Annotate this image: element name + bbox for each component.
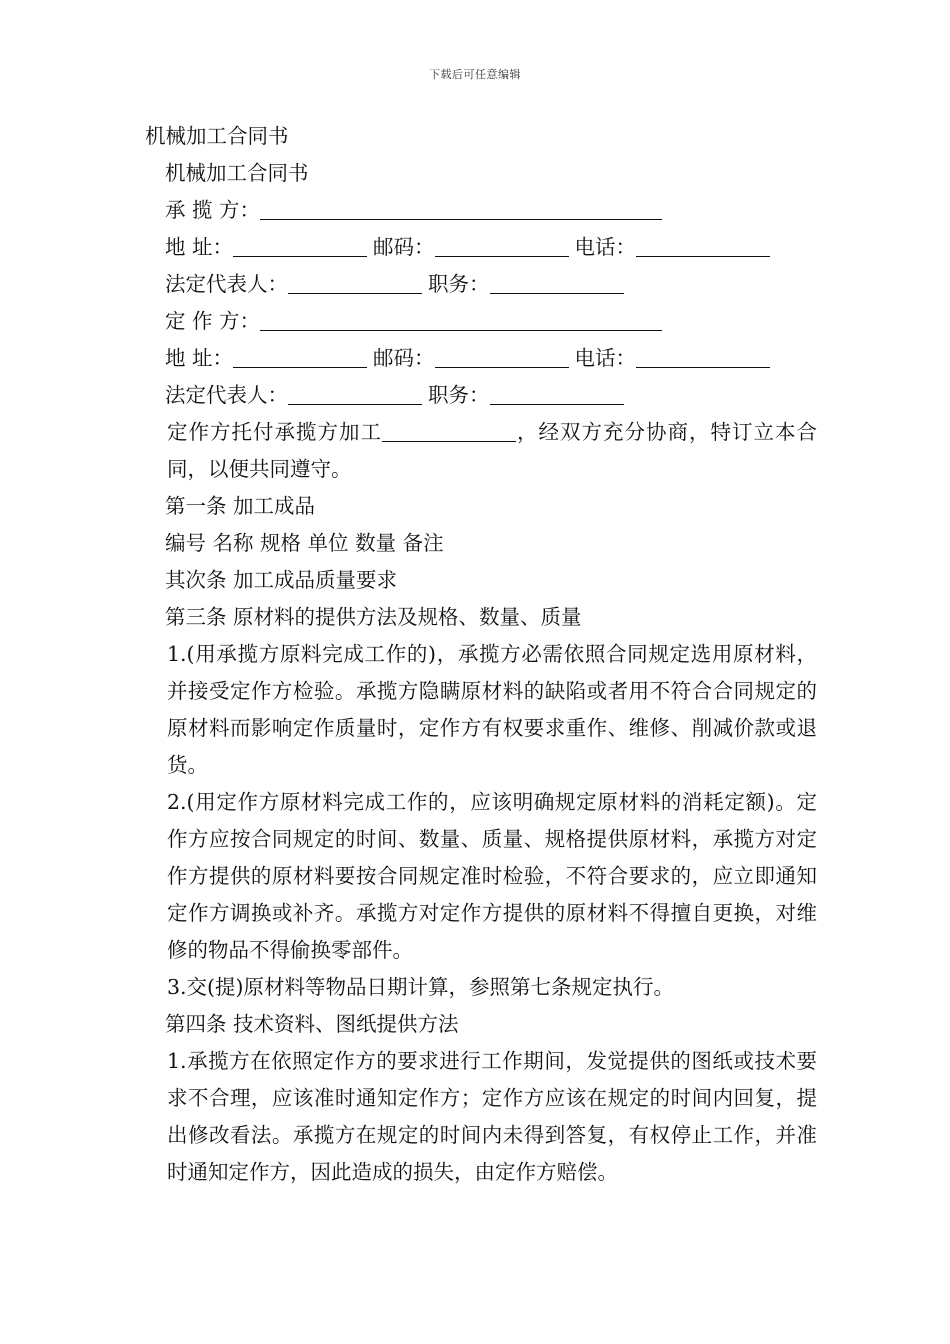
intro-text-part1: 定作方托付承揽方加工 xyxy=(167,420,382,444)
article-3-clause-3: 3.交(提)原材料等物品日期计算，参照第七条规定执行。 xyxy=(167,975,675,999)
article-1-title: 第一条 加工成品 xyxy=(165,494,316,518)
postcode-label: 邮码： xyxy=(373,235,435,259)
article-2-title: 其次条 加工成品质量要求 xyxy=(165,568,398,592)
article-3-clause-1: 1.(用承揽方原料完成工作的)，承揽方必需依照合同规定选用原材料，并接受定作方检验。承揽方隐瞒原材料的缺陷或者用不符合合同规定的原材料而影响定作质量时，定作方有权要求重作、维修、削减价款或退货。 xyxy=(167,642,817,777)
position-label: 职务： xyxy=(428,383,490,407)
contractor-label: 承 揽 方： xyxy=(165,198,261,222)
phone-blank[interactable] xyxy=(636,234,770,257)
document-title: 机械加工合同书 xyxy=(145,124,289,148)
document-subtitle: 机械加工合同书 xyxy=(165,161,309,185)
intro-text-part2: ，经双方充分协商，特订立本合同，以便共同遵守。 xyxy=(167,420,817,481)
orderer-blank[interactable] xyxy=(260,308,662,331)
position-label: 职务： xyxy=(428,272,490,296)
phone-label: 电话： xyxy=(574,346,637,370)
postcode-label: 邮码： xyxy=(373,346,435,370)
position-blank[interactable] xyxy=(490,271,624,294)
postcode-blank[interactable] xyxy=(435,234,569,257)
position-blank[interactable] xyxy=(490,382,624,405)
legal-rep-label: 法定代表人： xyxy=(165,272,288,296)
legal-rep-label: 法定代表人： xyxy=(165,383,288,407)
contractor-line xyxy=(145,192,817,229)
article-3-title: 第三条 原材料的提供方法及规格、数量、质量 xyxy=(165,605,582,629)
article-1-columns: 编号 名称 规格 单位 数量 备注 xyxy=(165,531,444,555)
article-4-title: 第四条 技术资料、图纸提供方法 xyxy=(165,1012,459,1036)
address-blank[interactable] xyxy=(233,345,367,368)
contractor-rep-line xyxy=(145,266,817,303)
orderer-line xyxy=(145,303,817,340)
address-blank[interactable] xyxy=(233,234,367,257)
page-header: 下载后可任意编辑 xyxy=(429,68,521,81)
legal-rep-blank[interactable] xyxy=(288,382,422,405)
contractor-blank[interactable] xyxy=(260,197,662,220)
orderer-rep-line xyxy=(145,377,817,414)
contract-document xyxy=(145,118,817,1191)
processing-item-blank[interactable] xyxy=(382,419,516,442)
article-4-clause-1: 1.承揽方在依照定作方的要求进行工作期间，发觉提供的图纸或技术要求不合理，应该准时通知定作方；定作方应该在规定的时间内回复，提出修改看法。承揽方在规定的时间内未得到答复，有权停止工作，并准时通知定作方，因此造成的损失，由定作方赔偿。 xyxy=(167,1049,817,1184)
phone-label: 电话： xyxy=(574,235,637,259)
orderer-address-line xyxy=(145,340,817,377)
address-label: 地 址： xyxy=(165,346,234,370)
phone-blank[interactable] xyxy=(636,345,770,368)
intro-paragraph xyxy=(145,414,817,488)
orderer-label: 定 作 方： xyxy=(165,309,261,333)
legal-rep-blank[interactable] xyxy=(288,271,422,294)
postcode-blank[interactable] xyxy=(435,345,569,368)
address-label: 地 址： xyxy=(165,235,234,259)
contractor-address-line xyxy=(145,229,817,266)
article-3-clause-2: 2.(用定作方原材料完成工作的，应该明确规定原材料的消耗定额)。定作方应按合同规定的时间、数量、质量、规格提供原材料，承揽方对定作方提供的原材料要按合同规定准时检验，不符合要求的，应立即通知定作方调换或补齐。承揽方对定作方提供的原材料不得擅自更换，对维修的物品不得偷换零部件。 xyxy=(167,790,817,962)
